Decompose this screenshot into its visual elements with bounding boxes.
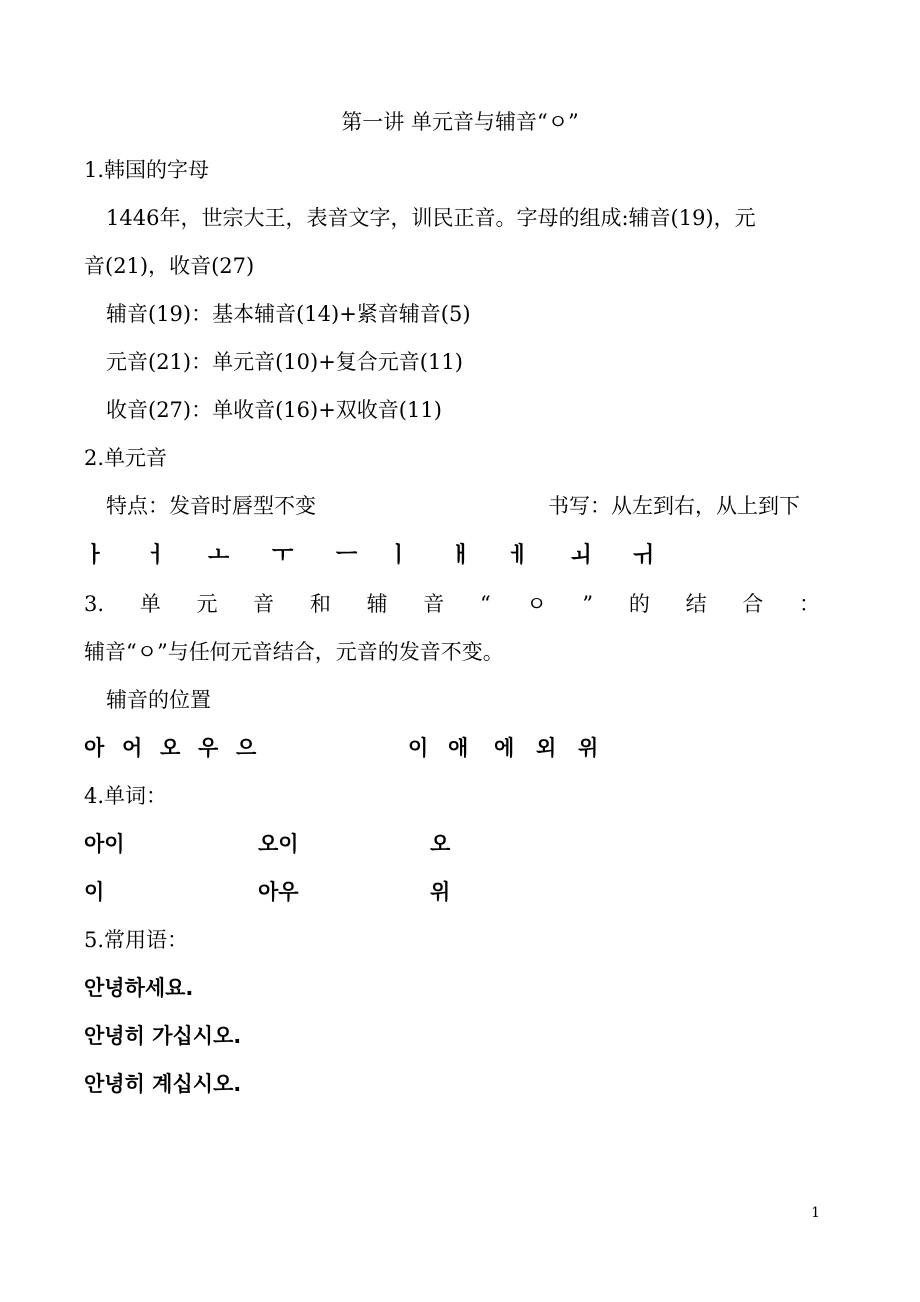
vowel-glyph: ㅣ [388, 543, 410, 568]
vowel-glyph: ㅔ [508, 543, 530, 568]
word: 이 [84, 880, 105, 904]
syllable: 우 [198, 736, 219, 760]
word-row-2 [84, 878, 490, 906]
syllable: 으 [236, 736, 257, 760]
intro-line-1: 1446年，世宗大王，表音文字，训民正音。字母的组成:辅音(19)，元 [106, 206, 756, 230]
vowel-row [84, 542, 672, 570]
heading-char: 单 [139, 592, 161, 616]
heading-char: 3. [84, 592, 105, 616]
heading-char: ： [798, 592, 820, 616]
syllable: 오 [160, 736, 181, 760]
syllable: 어 [122, 736, 143, 760]
syllable: 위 [578, 736, 599, 760]
heading-char: ㅇ [526, 592, 547, 616]
word: 오 [430, 832, 451, 856]
phrase: 안녕히 계십시오. [84, 1072, 242, 1096]
vowel-glyph: ㅏ [84, 543, 106, 568]
writing-text: 书写：从左到右，从上到下 [548, 494, 800, 518]
heading-char: 和 [309, 592, 331, 616]
section-2-heading: 2.单元音 [84, 446, 168, 470]
page-title: 第一讲 单元音与辅音“ㅇ” [341, 110, 579, 134]
section-3-heading [84, 590, 820, 618]
syllable: 아 [84, 736, 105, 760]
section-5-heading: 5.常用语： [84, 928, 189, 952]
heading-char: 元 [196, 592, 218, 616]
word: 아이 [84, 832, 125, 856]
heading-char: ” [582, 592, 594, 616]
section-4-heading: 4.单词： [84, 784, 168, 808]
syllable: 이 [408, 736, 429, 760]
syllable: 외 [536, 736, 557, 760]
syllable: 애 [448, 736, 469, 760]
heading-char: 音 [253, 592, 275, 616]
phrase: 안녕하세요. [84, 976, 194, 1000]
combination-rule: 辅音“ㅇ”与任何元音结合，元音的发音不变。 [84, 640, 504, 664]
heading-char: 结 [685, 592, 707, 616]
word: 아우 [258, 880, 299, 904]
heading-char: 音 [423, 592, 445, 616]
syllable: 에 [494, 736, 515, 760]
vowel-glyph: ㅗ [208, 543, 230, 568]
word-row-1 [84, 830, 490, 858]
consonant-count: 辅音(19)：基本辅音(14)+紧音辅音(5) [106, 302, 471, 326]
heading-char: “ [479, 592, 491, 616]
vowel-glyph: ㅡ [336, 543, 358, 568]
section-1-heading: 1.韩国的字母 [84, 158, 210, 182]
word: 오이 [258, 832, 299, 856]
vowel-glyph: ㅓ [146, 543, 168, 568]
heading-char: 的 [628, 592, 650, 616]
syllable-row [84, 734, 618, 762]
vowel-glyph: ㅐ [450, 543, 472, 568]
heading-char: 合 [742, 592, 764, 616]
phrase: 안녕히 가십시오. [84, 1024, 242, 1048]
feature-text: 特点：发音时唇型不变 [106, 494, 316, 518]
page-number: 1 [811, 1205, 820, 1221]
word: 위 [430, 880, 451, 904]
intro-line-2: 音(21)，收音(27) [84, 254, 255, 278]
consonant-position: 辅音的位置 [106, 688, 211, 712]
vowel-glyph: ㅚ [570, 543, 592, 568]
vowel-glyph: ㅜ [272, 543, 294, 568]
vowel-count: 元音(21)：单元音(10)+复合元音(11) [106, 350, 463, 374]
vowel-glyph: ㅟ [632, 543, 654, 568]
final-count: 收音(27)：单收音(16)+双收音(11) [106, 398, 442, 422]
heading-char: 辅 [366, 592, 388, 616]
